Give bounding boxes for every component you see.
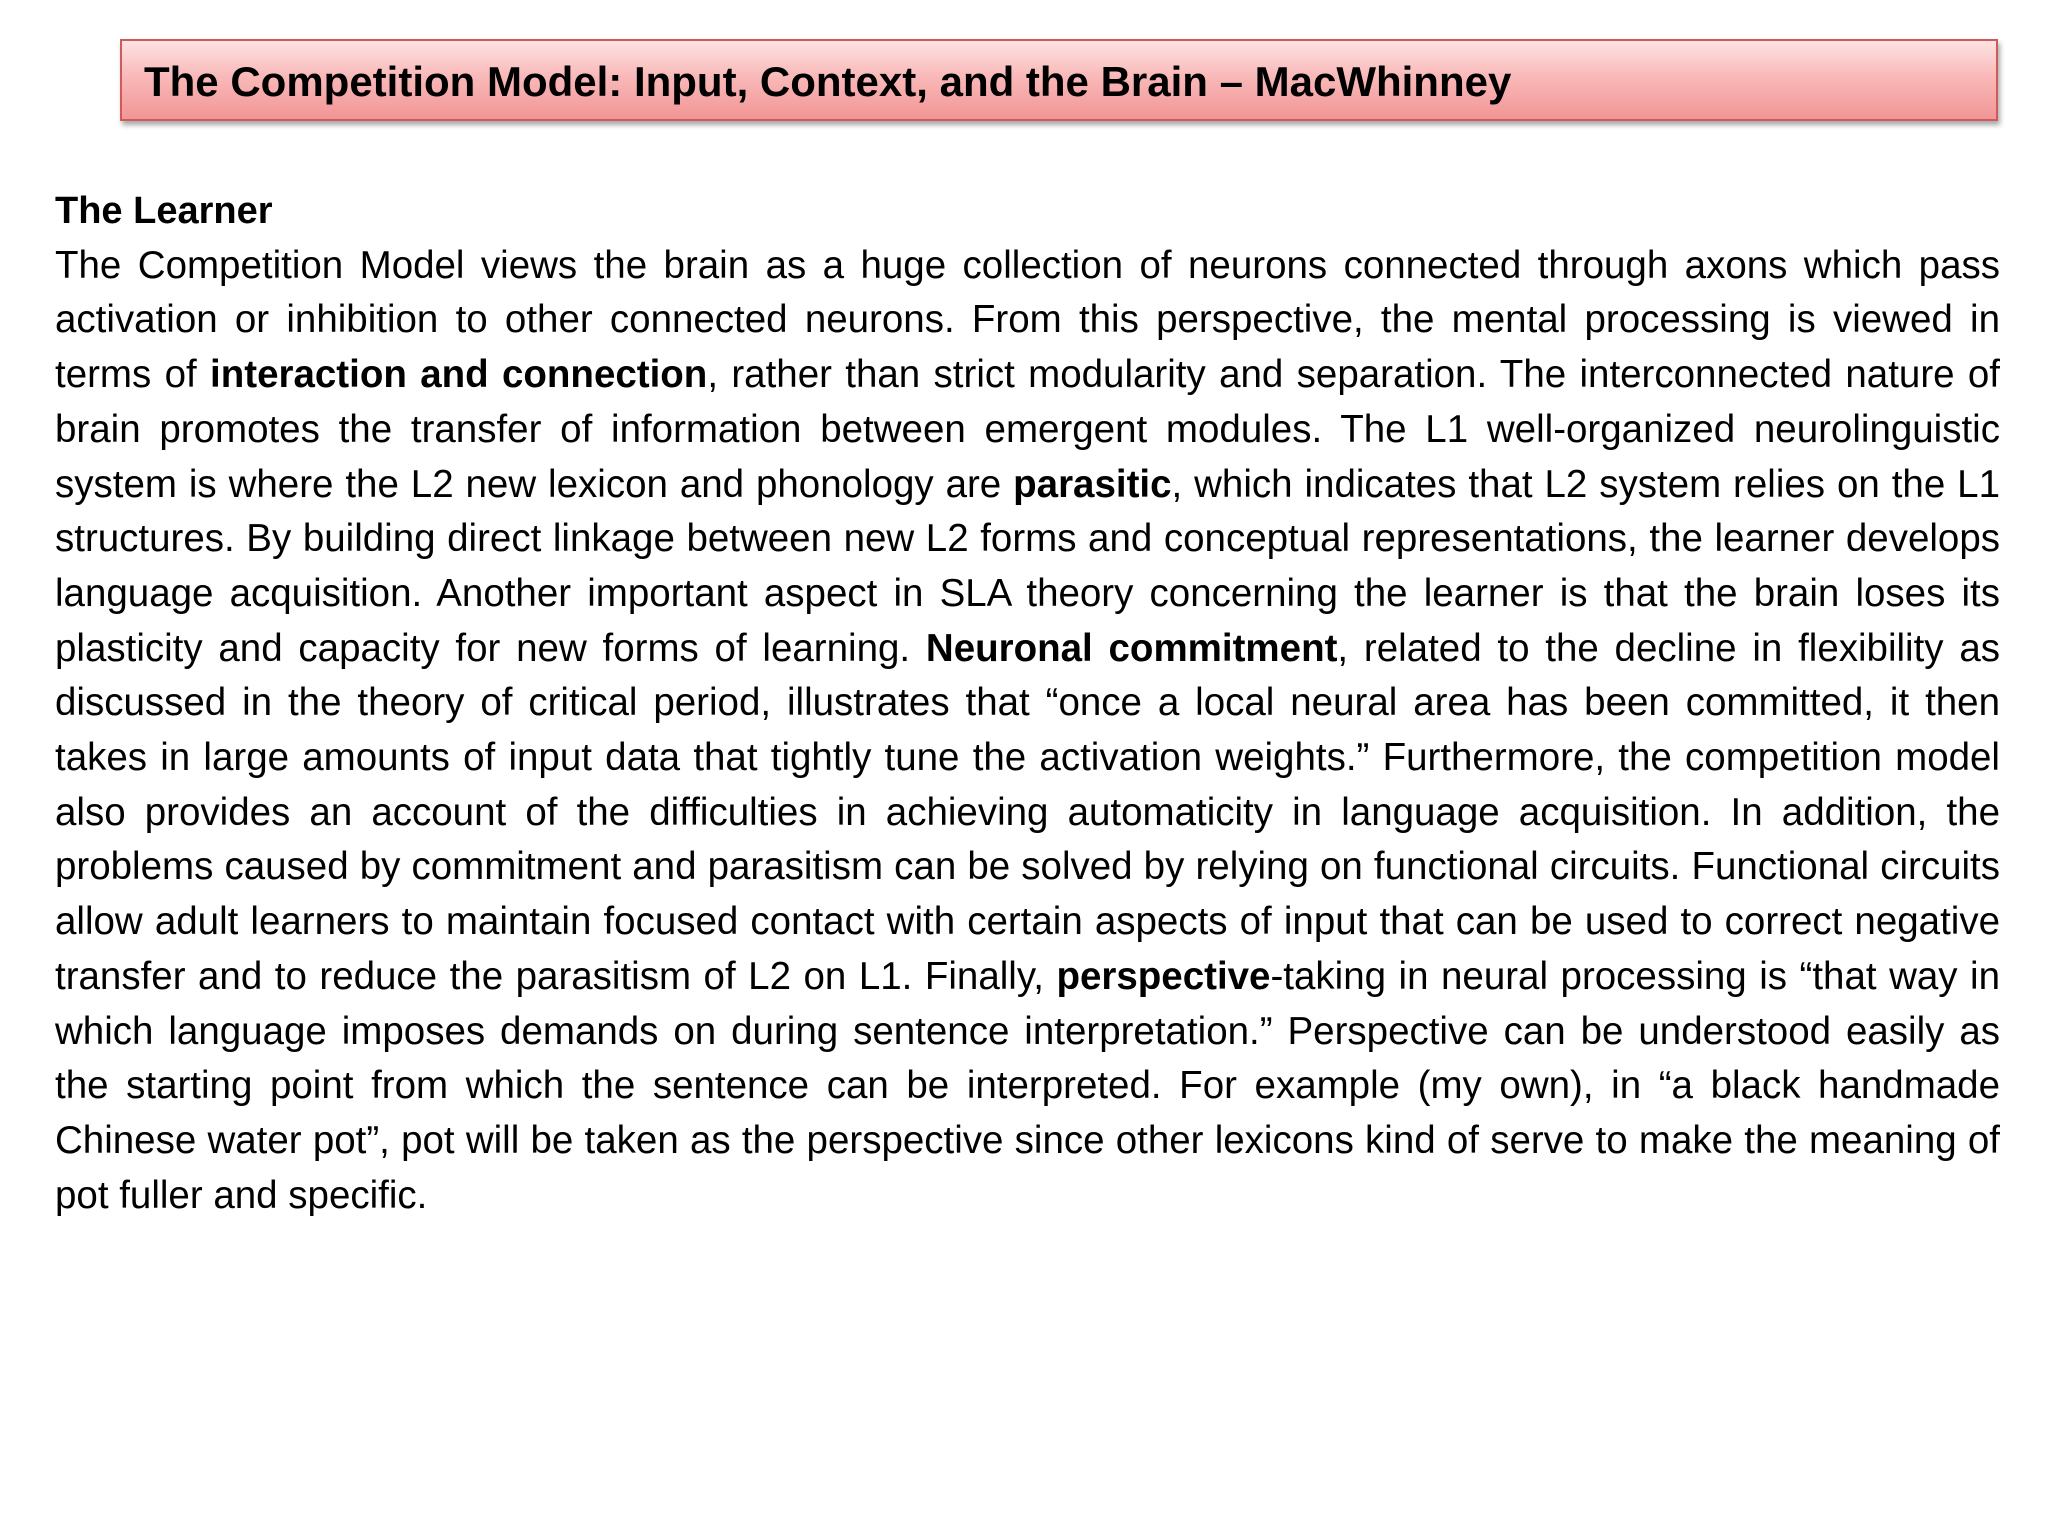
slide-content (55, 184, 2000, 1223)
text-run: , related to the decline in flexibility as discussed in the theory of critical period, illustrates that “once a local neural area has been committed, it then takes in large amounts of input data that tightly tune the activation weights.” Furthermore, the competition model also provides an account of the difficulties in achieving automaticity in language acquisition. In addition, the problems caused by commitment and parasitism can be solved by relying on functional circuits. Functional circuits allow adult learners to maintain focused contact with certain aspects of input that can be used to correct negative transfer and to reduce the parasitism of L2 on L1. Finally, (55, 626, 2000, 998)
text-run: , which indicates that L2 system relies on the L1 structures. By building direct linkage between new L2 forms and conceptual representations, the learner develops language acquisition. Another important aspect in SLA theory concerning the learner is that the brain loses its plasticity and capacity for new forms of learning. (55, 462, 2000, 670)
slide-title: The Competition Model: Input, Context, and the Brain – MacWhinney (144, 58, 1512, 105)
body-paragraph (55, 239, 2000, 1224)
text-run: -taking in neural processing is “that way in which language imposes demands on during sentence interpretation.” Perspective can be understood easily as the starting point from which the sentence can be interpreted. For example (my own), in “a black handmade Chinese water pot”, pot will be taken as the perspective since other lexicons kind of serve to make the meaning of pot fuller and specific. (55, 954, 2001, 1217)
bold-term: Neuronal commitment (925, 626, 1338, 670)
bold-term: interaction and connection (210, 353, 708, 397)
text-run: The Competition Model views the brain as a huge collection of neurons connected through axons which pass activation or inhibition to other connected neurons. From this perspective, the mental processing is viewed in terms of (55, 243, 2000, 397)
section-heading: The Learner (55, 190, 273, 232)
bold-term: parasitic (1013, 462, 1172, 506)
bold-term: perspective (1056, 954, 1271, 998)
title-banner (120, 39, 1998, 121)
text-run: , rather than strict modularity and separation. The interconnected nature of brain promotes the transfer of information between emergent modules. The L1 well-organized neurolinguistic system is where the L2 new lexicon and phonology are (55, 353, 2001, 506)
